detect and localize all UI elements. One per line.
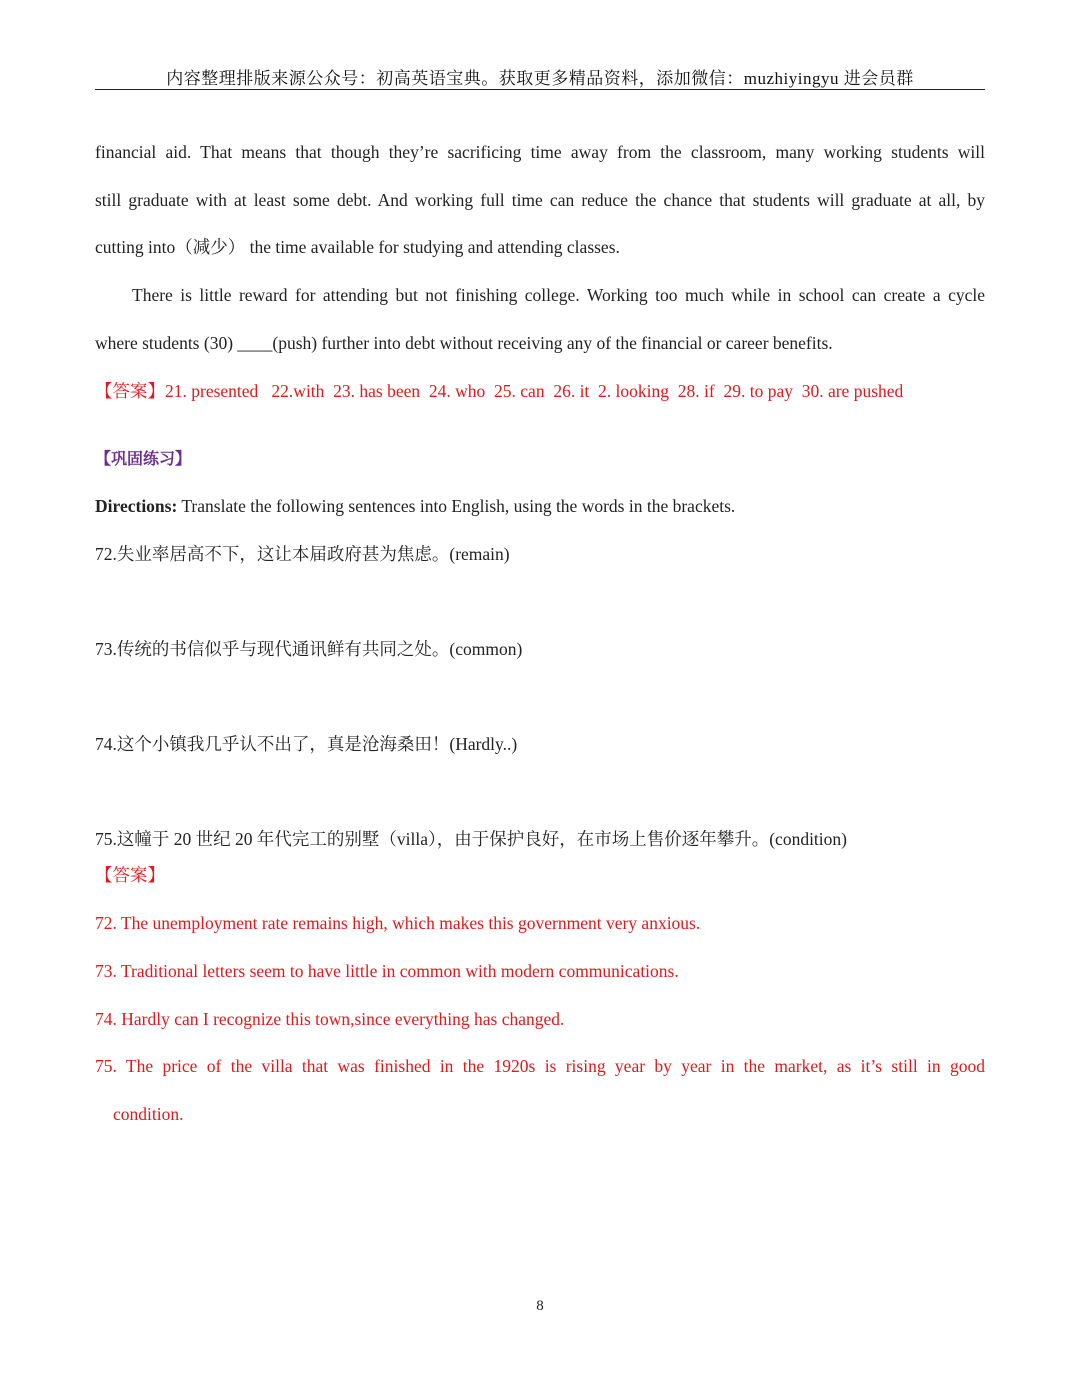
page-number: 8	[536, 1298, 544, 1314]
answer-74: 74. Hardly can I recognize this town,since everything has changed.	[95, 1009, 565, 1029]
question-74: 74.这个小镇我几乎认不出了，真是沧海桑田！(Hardly..)	[95, 734, 518, 754]
passage-line-2: still graduate with at least some debt. And working full time can reduce the chance that students will graduate at all, by	[95, 190, 985, 210]
answer-key-label: 【答案】	[95, 381, 165, 401]
question-73: 73.传统的书信似乎与现代通讯鲜有共同之处。(common)	[95, 639, 523, 659]
question-75: 75.这幢于 20 世纪 20 年代完工的别墅（villa），由于保护良好，在市场上售价逐年攀升。(condition)	[95, 829, 847, 849]
answer-73: 73. Traditional letters seem to have little in common with modern communications.	[95, 961, 679, 981]
directions	[95, 495, 985, 517]
directions-label: Directions:	[95, 496, 178, 516]
header-divider	[95, 89, 985, 90]
answer-72: 72. The unemployment rate remains high, which makes this government very anxious.	[95, 913, 701, 933]
answer-75-line-1: 75. The price of the villa that was finished in the 1920s is rising year by year in the market, as it’s still in good	[95, 1056, 985, 1076]
practice-heading: 【巩固练习】	[95, 449, 192, 468]
passage-line-5: where students (30) ____(push) further into debt without receiving any of the financial or career benefits.	[95, 333, 833, 353]
passage-line-3: cutting into（减少） the time available for studying and attending classes.	[95, 237, 620, 257]
question-72: 72.失业率居高不下，这让本届政府甚为焦虑。(remain)	[95, 544, 510, 564]
answers-label: 【答案】	[95, 865, 165, 885]
passage-line-1: financial aid. That means that though they’re sacrificing time away from the classroom, many working students will	[95, 142, 985, 162]
directions-text: Translate the following sentences into English, using the words in the brackets.	[177, 496, 736, 516]
passage-line-4: There is little reward for attending but not finishing college. Working too much while in school can create a cycle	[132, 285, 985, 305]
answer-key-line	[95, 380, 985, 402]
answer-key-text: 21. presented 22.with 23. has been 24. who 25. can 26. it 2. looking 28. if 29. to pay 30. are pushed	[165, 381, 904, 401]
page-header: 内容整理排版来源公众号：初高英语宝典。获取更多精品资料，添加微信：muzhiyingyu 进会员群	[166, 69, 914, 88]
answer-75-line-2: condition.	[113, 1104, 184, 1124]
